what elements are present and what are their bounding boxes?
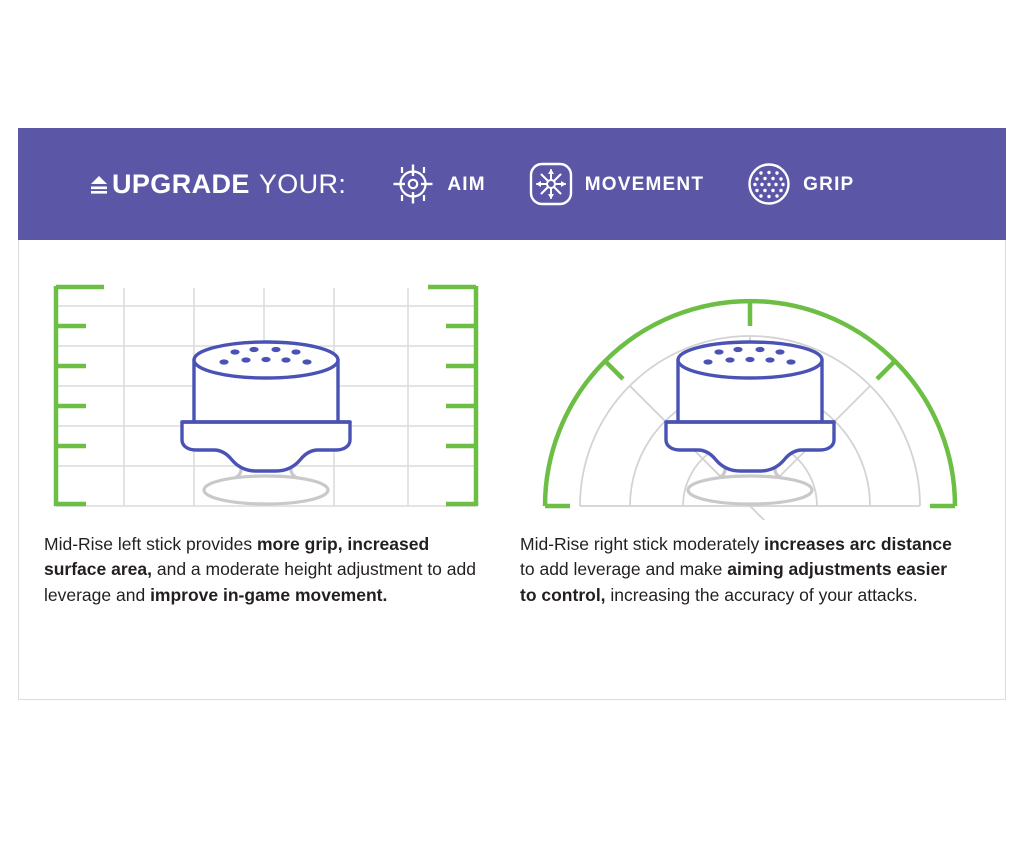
caption-segment-bold: increases arc distance <box>764 534 952 554</box>
feature-label-aim: AIM <box>447 173 486 195</box>
feature-movement <box>528 161 704 207</box>
feature-aim <box>390 161 485 207</box>
caption-segment: increasing the accuracy of your attacks. <box>605 584 918 605</box>
caption-segment: and a moderate height adjustment to add leverage and <box>44 559 476 605</box>
grid-height-diagram <box>44 268 488 520</box>
caption-segment: to add leverage and make <box>520 559 728 580</box>
upgrade-heading <box>88 168 347 199</box>
right-stick-panel <box>520 268 980 608</box>
upgrade-word: UPGRADE <box>112 168 250 199</box>
banner-inner <box>18 161 1006 207</box>
left-panel-caption <box>44 532 476 608</box>
caption-segment: Mid-Rise left stick provides <box>44 534 257 554</box>
movement-arrows-icon <box>528 161 574 207</box>
dotted-grip-circle-icon <box>746 161 792 207</box>
feature-label-movement: MOVEMENT <box>584 173 705 195</box>
caption-segment: Mid-Rise right stick moderately <box>520 534 765 554</box>
left-stick-panel <box>44 268 488 608</box>
feature-grip <box>746 161 854 207</box>
right-panel-caption <box>520 532 968 608</box>
arc-distance-diagram <box>520 268 980 520</box>
upgrade-banner <box>18 128 1006 240</box>
caption-segment-bold: aiming adjustments easier to control, <box>520 559 948 605</box>
crosshair-target-icon <box>390 161 436 207</box>
chevron-up-icon <box>88 173 110 195</box>
feature-list <box>390 161 854 207</box>
your-word: YOUR: <box>258 168 347 199</box>
feature-label-grip: GRIP <box>803 173 855 195</box>
caption-segment-bold: improve in-game movement. <box>150 584 388 605</box>
caption-segment-bold: more grip, increased surface area, <box>44 534 430 580</box>
